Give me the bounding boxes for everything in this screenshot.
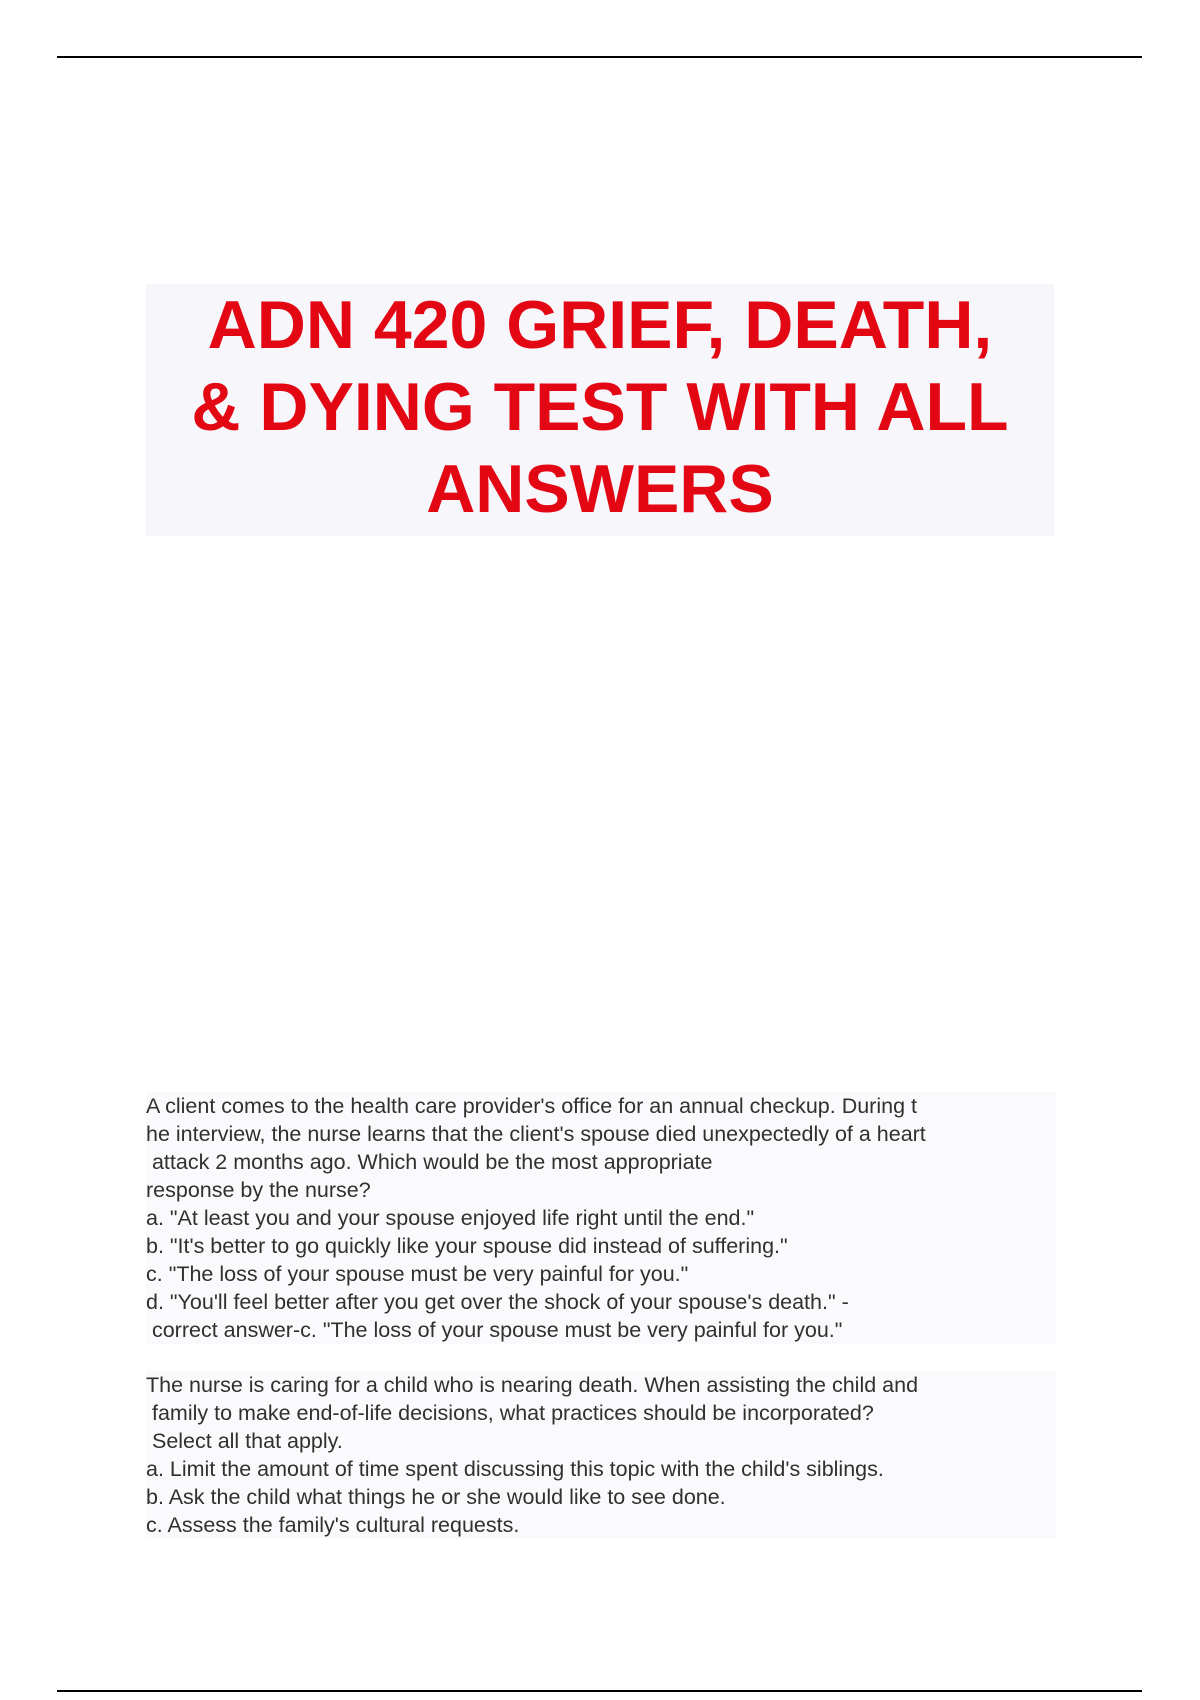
question-1-option-c: c. "The loss of your spouse must be very painful for you." bbox=[146, 1260, 1056, 1288]
question-1-option-b: b. "It's better to go quickly like your spouse did instead of suffering." bbox=[146, 1232, 1056, 1260]
question-2-option-b: b. Ask the child what things he or she would like to see done. bbox=[146, 1483, 1056, 1511]
question-1-line: A client comes to the health care provider's office for an annual checkup. During t bbox=[146, 1092, 1056, 1120]
question-1-option-d: d. "You'll feel better after you get over the shock of your spouse's death." - bbox=[146, 1288, 1056, 1316]
question-block-1 bbox=[146, 1092, 1056, 1344]
document-title bbox=[146, 284, 1054, 536]
question-1-option-a: a. "At least you and your spouse enjoyed life right until the end." bbox=[146, 1204, 1056, 1232]
question-1-line: response by the nurse? bbox=[146, 1176, 1056, 1204]
question-2-line: family to make end-of-life decisions, what practices should be incorporated? bbox=[146, 1399, 1056, 1427]
footer-rule bbox=[57, 1690, 1142, 1692]
question-1-line: he interview, the nurse learns that the client's spouse died unexpectedly of a heart bbox=[146, 1120, 1056, 1148]
title-line-1: ADN 420 GRIEF, DEATH, bbox=[207, 287, 993, 363]
title-line-3: ANSWERS bbox=[426, 451, 774, 527]
question-2-line: The nurse is caring for a child who is nearing death. When assisting the child and bbox=[146, 1371, 1056, 1399]
question-block-2 bbox=[146, 1371, 1056, 1539]
question-2-option-c: c. Assess the family's cultural requests. bbox=[146, 1511, 1056, 1539]
question-1-correct-answer: correct answer-c. "The loss of your spouse must be very painful for you." bbox=[146, 1316, 1056, 1344]
question-2-option-a: a. Limit the amount of time spent discussing this topic with the child's siblings. bbox=[146, 1455, 1056, 1483]
question-1-line: attack 2 months ago. Which would be the most appropriate bbox=[146, 1148, 1056, 1176]
header-rule bbox=[57, 56, 1142, 58]
question-2-line: Select all that apply. bbox=[146, 1427, 1056, 1455]
title-line-2: & DYING TEST WITH ALL bbox=[191, 369, 1009, 445]
